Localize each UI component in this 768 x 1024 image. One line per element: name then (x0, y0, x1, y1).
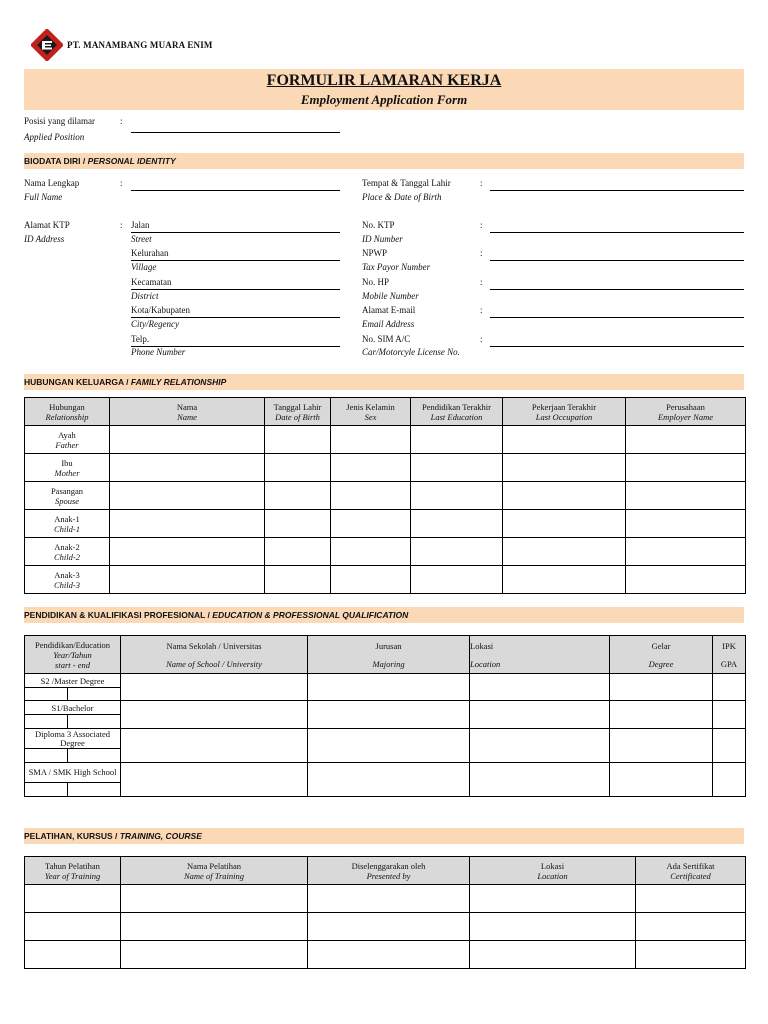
table-row (25, 538, 746, 566)
table-cell[interactable] (626, 566, 746, 594)
pob-label-en: Place & Date of Birth (362, 192, 442, 202)
table-row (25, 482, 746, 510)
training-header-row (25, 857, 746, 885)
table-cell[interactable] (308, 913, 470, 941)
table-cell[interactable] (110, 426, 265, 454)
company-header (31, 29, 213, 61)
section-education: PENDIDIKAN & KUALIFIKASI PROFESIONAL / EDUCATION & PROFESSIONAL QUALIFICATION (24, 607, 744, 623)
family-header-row (25, 398, 746, 426)
colon: : (120, 178, 123, 188)
table-cell[interactable] (121, 701, 308, 729)
table-row (25, 566, 746, 594)
table-row (25, 674, 746, 688)
table-cell[interactable] (121, 941, 308, 969)
position-field[interactable] (131, 132, 340, 133)
table-cell[interactable] (121, 674, 308, 701)
table-cell[interactable] (308, 674, 470, 701)
npwp-label: NPWP (362, 248, 388, 258)
training-table (24, 856, 746, 969)
table-cell[interactable] (503, 510, 626, 538)
phone-label-en: Phone Number (131, 347, 186, 357)
relationship-cell: Ibu Mother (25, 454, 110, 482)
colon: : (480, 305, 483, 315)
table-cell[interactable] (121, 913, 308, 941)
district-label-en: District (131, 291, 159, 301)
table-cell[interactable] (626, 426, 746, 454)
table-cell[interactable] (411, 538, 503, 566)
col-education-level: Pendidikan/Education Year/Tahun start - end (25, 636, 121, 674)
id-number-label-en: ID Number (362, 234, 403, 244)
city-label-en: City/Regency (131, 319, 179, 329)
table-cell[interactable] (331, 426, 411, 454)
table-cell[interactable] (411, 426, 503, 454)
col-name: Nama Name (110, 398, 265, 426)
table-cell[interactable] (636, 885, 746, 913)
email-label-en: Email Address (362, 319, 415, 329)
colon: : (480, 248, 483, 258)
id-number-label: No. KTP (362, 220, 395, 230)
street-label: Jalan (131, 220, 150, 230)
table-cell[interactable] (610, 701, 713, 729)
family-table (24, 397, 746, 594)
year-end-cell[interactable] (68, 688, 121, 701)
npwp-field[interactable] (490, 260, 744, 261)
table-cell[interactable] (331, 454, 411, 482)
table-row (25, 763, 746, 783)
table-cell[interactable] (308, 763, 470, 797)
section-training: PELATIHAN, KURSUS / TRAINING, COURSE (24, 828, 744, 844)
table-cell[interactable] (25, 885, 121, 913)
year-end-cell[interactable] (68, 749, 121, 763)
table-cell[interactable] (503, 482, 626, 510)
col-school-name: Nama Sekolah / Universitas Name of School / University (121, 636, 308, 674)
col-sex: Jenis Kelamin Sex (331, 398, 411, 426)
col-training-name: Nama Pelatihan Name of Training (121, 857, 308, 885)
table-cell[interactable] (331, 482, 411, 510)
relationship-cell: Ayah Father (25, 426, 110, 454)
address-label-en: ID Address (24, 234, 65, 244)
table-cell[interactable] (470, 763, 610, 797)
phone-label: Telp. (131, 334, 150, 344)
id-number-field[interactable] (490, 232, 744, 233)
section-personal-identity: BIODATA DIRI / PERSONAL IDENTITY (24, 153, 744, 169)
license-label-en: Car/Motorcyle License No. (362, 347, 460, 357)
table-cell[interactable] (265, 482, 331, 510)
address-label: Alamat KTP (24, 220, 70, 230)
npwp-label-en: Tax Payor Number (362, 262, 431, 272)
table-row (25, 941, 746, 969)
education-level-cell: Diploma 3 Associated Degree (25, 729, 121, 749)
form-subtitle: Employment Application Form (300, 92, 468, 107)
col-relationship: Hubungan Relationship (25, 398, 110, 426)
table-row (25, 510, 746, 538)
district-label: Kecamatan (131, 277, 172, 287)
relationship-cell: Pasangan Spouse (25, 482, 110, 510)
colon: : (480, 277, 483, 287)
table-cell[interactable] (411, 482, 503, 510)
table-cell[interactable] (610, 763, 713, 797)
year-end-cell[interactable] (68, 783, 121, 797)
table-cell[interactable] (331, 566, 411, 594)
form-title: FORMULIR LAMARAN KERJA (266, 72, 502, 89)
col-dob: Tanggal Lahir Date of Birth (265, 398, 331, 426)
col-training-location: Lokasi Location (470, 857, 636, 885)
email-field[interactable] (490, 317, 744, 318)
pob-label: Tempat & Tanggal Lahir (362, 178, 451, 188)
year-start-cell[interactable] (25, 783, 68, 797)
table-cell[interactable] (308, 701, 470, 729)
table-cell[interactable] (470, 674, 610, 701)
col-training-year: Tahun Pelatihan Year of Training (25, 857, 121, 885)
col-gpa: IPK GPA (713, 636, 746, 674)
col-last-occupation: Pekerjaan Terakhir Last Occupation (503, 398, 626, 426)
table-cell[interactable] (121, 885, 308, 913)
table-cell[interactable] (121, 729, 308, 763)
colon: : (120, 116, 123, 126)
table-cell[interactable] (470, 913, 636, 941)
table-cell[interactable] (121, 763, 308, 797)
education-table (24, 635, 746, 797)
table-cell[interactable] (308, 885, 470, 913)
license-field[interactable] (490, 346, 744, 347)
mobile-field[interactable] (490, 289, 744, 290)
table-cell[interactable] (411, 454, 503, 482)
table-row (25, 701, 746, 715)
table-cell[interactable] (308, 941, 470, 969)
colon: : (480, 220, 483, 230)
relationship-cell: Anak-1 Child-1 (25, 510, 110, 538)
table-cell[interactable] (470, 885, 636, 913)
table-cell[interactable] (503, 426, 626, 454)
license-label: No. SIM A/C (362, 334, 411, 344)
street-field[interactable] (131, 232, 340, 233)
table-cell[interactable] (308, 729, 470, 763)
col-location: Lokasi Location (470, 636, 610, 674)
col-degree: Gelar Degree (610, 636, 713, 674)
table-cell[interactable] (470, 701, 610, 729)
table-cell[interactable] (110, 566, 265, 594)
company-name: PT. MANAMBANG MUARA ENIM (67, 40, 213, 50)
table-cell[interactable] (626, 454, 746, 482)
village-field[interactable] (131, 260, 340, 261)
col-presented-by: Diselenggarakan oleh Presented by (308, 857, 470, 885)
colon: : (120, 220, 123, 230)
section-family-relationship: HUBUNGAN KELUARGA / FAMILY RELATIONSHIP (24, 374, 744, 390)
position-label: Posisi yang dilamar (24, 116, 95, 126)
table-cell[interactable] (331, 538, 411, 566)
table-cell[interactable] (265, 566, 331, 594)
table-cell[interactable] (713, 729, 746, 763)
table-cell[interactable] (610, 729, 713, 763)
table-cell[interactable] (713, 701, 746, 729)
table-cell[interactable] (503, 454, 626, 482)
col-last-education: Pendidikan Terakhir Last Education (411, 398, 503, 426)
colon: : (480, 178, 483, 188)
full-name-field[interactable] (131, 190, 340, 191)
col-certificated: Ada Sertifikat Certificated (636, 857, 746, 885)
table-cell[interactable] (110, 538, 265, 566)
pob-field[interactable] (490, 190, 744, 191)
table-cell[interactable] (265, 426, 331, 454)
city-label: Kota/Kabupaten (131, 305, 190, 315)
company-logo-icon (31, 29, 63, 61)
street-label-en: Street (131, 234, 152, 244)
table-cell[interactable] (503, 566, 626, 594)
table-cell[interactable] (265, 454, 331, 482)
full-name-label-en: Full Name (24, 192, 63, 202)
education-header-row (25, 636, 746, 674)
mobile-label: No. HP (362, 277, 390, 287)
table-cell[interactable] (470, 729, 610, 763)
table-cell[interactable] (110, 454, 265, 482)
table-cell[interactable] (636, 941, 746, 969)
table-row (25, 454, 746, 482)
position-label-en: Applied Position (24, 132, 85, 142)
table-cell[interactable] (411, 510, 503, 538)
full-name-label: Nama Lengkap (24, 178, 80, 188)
colon: : (480, 334, 483, 344)
relationship-cell: Anak-3 Child-3 (25, 566, 110, 594)
table-cell[interactable] (470, 941, 636, 969)
mobile-label-en: Mobile Number (362, 291, 419, 301)
village-label: Kelurahan (131, 248, 169, 258)
education-level-cell: S1/Bachelor (25, 701, 121, 715)
table-row (25, 913, 746, 941)
village-label-en: Village (131, 262, 157, 272)
table-row (25, 426, 746, 454)
title-band (24, 69, 744, 110)
table-cell[interactable] (110, 510, 265, 538)
col-employer: Perusahaan Employer Name (626, 398, 746, 426)
table-cell[interactable] (503, 538, 626, 566)
table-cell[interactable] (626, 510, 746, 538)
year-start-cell[interactable] (25, 688, 68, 701)
year-start-cell[interactable] (25, 749, 68, 763)
table-cell[interactable] (411, 566, 503, 594)
year-start-cell[interactable] (25, 715, 68, 729)
table-cell[interactable] (626, 538, 746, 566)
table-cell[interactable] (265, 510, 331, 538)
education-level-cell: SMA / SMK High School (25, 763, 121, 783)
table-cell[interactable] (110, 482, 265, 510)
table-cell[interactable] (265, 538, 331, 566)
relationship-cell: Anak-2 Child-2 (25, 538, 110, 566)
table-cell[interactable] (331, 510, 411, 538)
city-field[interactable] (131, 317, 340, 318)
table-cell[interactable] (713, 674, 746, 701)
district-field[interactable] (131, 289, 340, 290)
education-level-cell: S2 /Master Degree (25, 674, 121, 688)
table-row (25, 729, 746, 749)
email-label: Alamat E-mail (362, 305, 416, 315)
col-major: Jurusan Majoring (308, 636, 470, 674)
table-cell[interactable] (25, 941, 121, 969)
table-cell[interactable] (636, 913, 746, 941)
table-row (25, 885, 746, 913)
year-end-cell[interactable] (68, 715, 121, 729)
table-cell[interactable] (610, 674, 713, 701)
table-cell[interactable] (25, 913, 121, 941)
table-cell[interactable] (626, 482, 746, 510)
table-cell[interactable] (713, 763, 746, 797)
